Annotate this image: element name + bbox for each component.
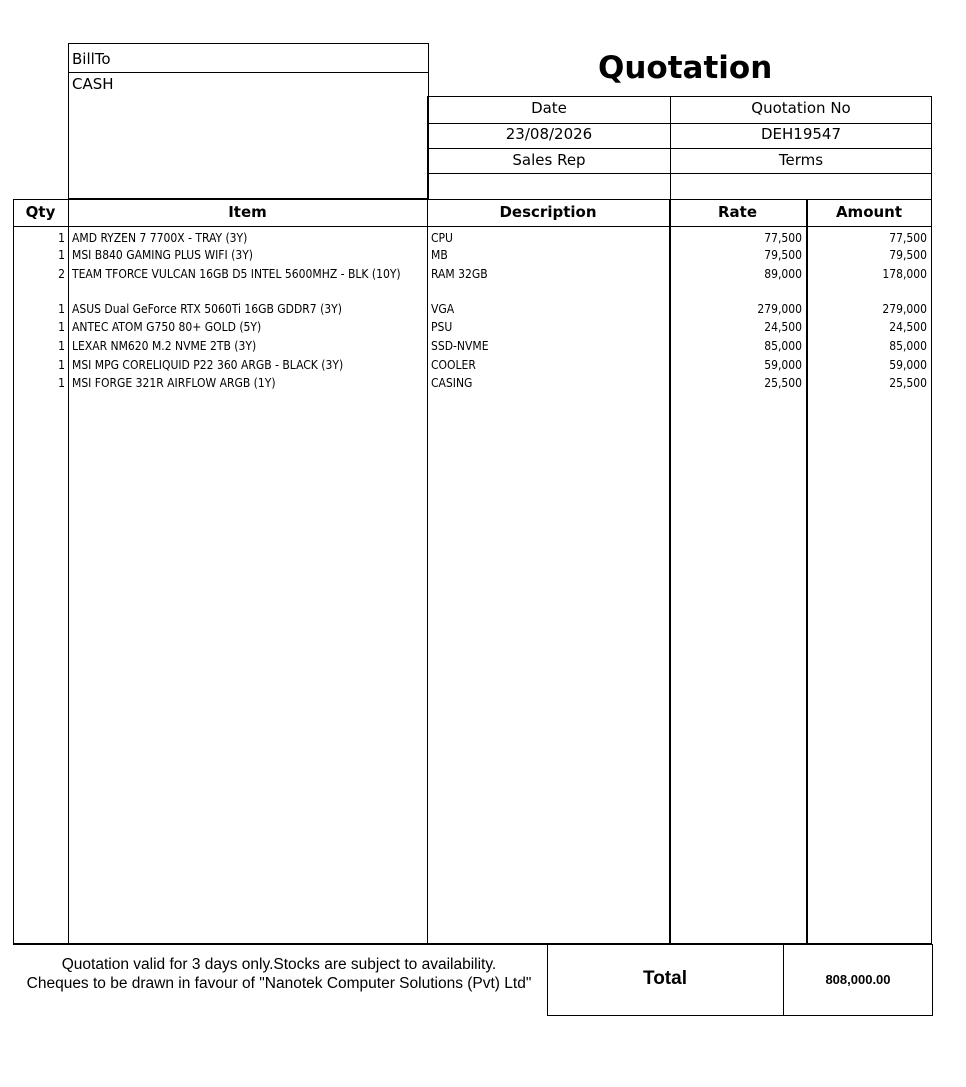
row-item: ASUS Dual GeForce RTX 5060Ti 16GB GDDR7 (3Y) — [72, 302, 342, 316]
bill-to-value: CASH — [72, 75, 114, 93]
row-amount: 79,500 — [889, 248, 927, 262]
row-description: VGA — [431, 302, 455, 316]
table-header-divider — [13, 226, 932, 227]
row-description: CPU — [431, 231, 453, 245]
terms-line-1: Quotation valid for 3 days only.Stocks are subject to availability. — [61, 956, 497, 973]
terms-value-cell — [670, 173, 932, 200]
row-rate: 79,500 — [764, 248, 802, 262]
total-label: Total — [643, 968, 687, 989]
sales-rep-label: Sales Rep — [512, 151, 586, 169]
row-description: COOLER — [431, 358, 476, 372]
row-amount: 59,000 — [889, 358, 927, 372]
row-amount: 279,000 — [882, 302, 927, 316]
row-item: TEAM TFORCE VULCAN 16GB D5 INTEL 5600MHZ - BLK (10Y) — [72, 267, 401, 281]
column-header-amount: Amount — [835, 203, 903, 221]
sales-rep-label-cell — [427, 148, 671, 174]
date-value-cell — [427, 123, 671, 149]
row-qty: 1 — [58, 320, 65, 334]
date-label: Date — [531, 99, 567, 117]
date-value: 23/08/2026 — [505, 125, 593, 143]
column-header-item: Item — [228, 203, 267, 221]
row-rate: 59,000 — [764, 358, 802, 372]
row-item: LEXAR NM620 M.2 NVME 2TB (3Y) — [72, 339, 257, 353]
quotation-no-label: Quotation No — [751, 99, 851, 117]
column-header-qty: Qty — [25, 203, 56, 221]
quotation-no-value: DEH19547 — [760, 125, 842, 143]
document-title: Quotation — [598, 50, 773, 86]
row-description: CASING — [431, 376, 473, 390]
row-amount: 85,000 — [889, 339, 927, 353]
bill-to-box — [68, 43, 429, 199]
row-rate: 279,000 — [757, 302, 802, 316]
row-qty: 1 — [58, 231, 65, 245]
row-rate: 25,500 — [764, 376, 802, 390]
row-qty: 2 — [58, 267, 65, 281]
terms-line-2: Cheques to be drawn in favour of "Nanotek Computer Solutions (Pvt) Ltd" — [26, 975, 532, 992]
terms-label-cell — [670, 148, 932, 174]
row-item: MSI B840 GAMING PLUS WIFI (3Y) — [72, 248, 254, 262]
sales-rep-value-cell — [427, 173, 671, 200]
bill-to-divider — [68, 72, 429, 73]
row-rate: 77,500 — [764, 231, 802, 245]
row-rate: 89,000 — [764, 267, 802, 281]
row-qty: 1 — [58, 302, 65, 316]
column-header-description: Description — [499, 203, 597, 221]
row-amount: 24,500 — [889, 320, 927, 334]
row-qty: 1 — [58, 248, 65, 262]
row-item: AMD RYZEN 7 7700X - TRAY (3Y) — [72, 231, 248, 245]
row-amount: 178,000 — [882, 267, 927, 281]
quotation-no-label-cell — [670, 96, 932, 124]
terms-note — [14, 955, 544, 993]
row-qty: 1 — [58, 358, 65, 372]
row-description: SSD-NVME — [431, 339, 489, 353]
row-rate: 24,500 — [764, 320, 802, 334]
column-header-rate: Rate — [717, 203, 758, 221]
row-item: MSI MPG CORELIQUID P22 360 ARGB - BLACK (3Y) — [72, 358, 344, 372]
column-divider — [806, 199, 808, 945]
bill-to-label: BillTo — [72, 50, 111, 68]
row-amount: 77,500 — [889, 231, 927, 245]
date-label-cell — [427, 96, 671, 124]
row-item: MSI FORGE 321R AIRFLOW ARGB (1Y) — [72, 376, 276, 390]
row-item: ANTEC ATOM G750 80+ GOLD (5Y) — [72, 320, 262, 334]
row-qty: 1 — [58, 376, 65, 390]
row-description: PSU — [431, 320, 453, 334]
column-divider — [669, 199, 671, 945]
terms-label: Terms — [778, 151, 824, 169]
quotation-no-value-cell — [670, 123, 932, 149]
row-qty: 1 — [58, 339, 65, 353]
column-divider — [427, 199, 428, 945]
column-divider — [68, 199, 69, 945]
row-description: MB — [431, 248, 448, 262]
total-value: 808,000.00 — [825, 972, 891, 987]
row-amount: 25,500 — [889, 376, 927, 390]
row-description: RAM 32GB — [431, 267, 488, 281]
row-rate: 85,000 — [764, 339, 802, 353]
